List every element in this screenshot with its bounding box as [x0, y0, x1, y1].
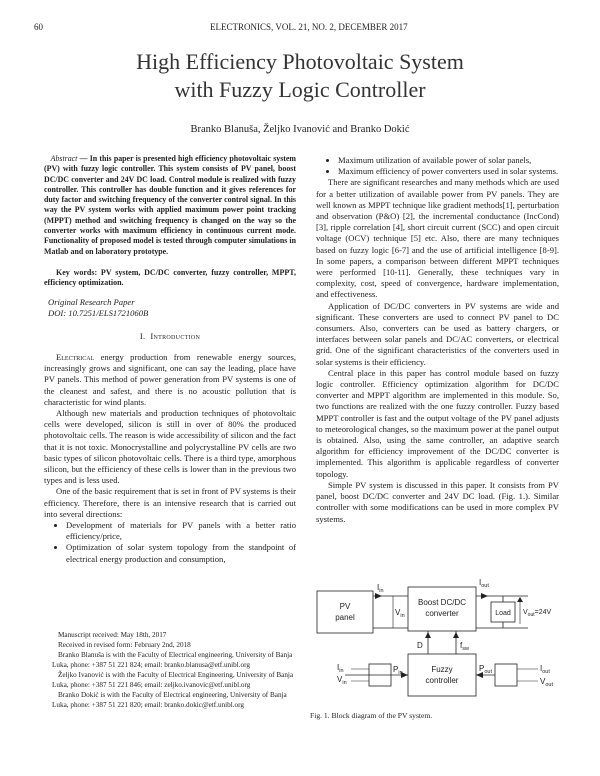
footnote: Received in revised form: February 2nd, 2018	[58, 641, 191, 649]
p-out-multiplier	[495, 664, 517, 686]
paragraph: There are significant researches and many methods which are used for a better utilization of available power from PV panels. They are well known as MPPT technique like gradient methods[1], perturbation and observation (P&O) [2], the incremental conductance (IncCond) [3], ripple correlation [4], short circuit current (SCC) and open circuit voltage (OCV) technique [5] etc. Also, there are many techniques based on fuzzy logic [6-7] and the use of artificial intelligence [8-9]. In some papers, a comparison between different MPPT techniques were performed [10-11]. Generally, these techniques vary in complexity, cost, speed of convergence, hardware implementation, and effectiveness.	[316, 177, 559, 300]
bullet-list	[44, 520, 296, 565]
block-diagram	[313, 572, 563, 704]
out-current-label: $I_{out}$	[540, 664, 550, 675]
paper-meta	[48, 297, 148, 319]
pv-panel-label-2: panel	[335, 613, 355, 622]
list-item: • Development of materials for PV panels with a better ratio efficiency/price,	[66, 520, 296, 542]
abstract-text: In this paper is presented high efficiency photovoltaic system (PV) with fuzzy logic controller. This system consists of PV panel, boost DC/DC converter and 24V DC load. Control module is realized with fuzzy controller. This controller has double function and it gives references for duty factor and switching frequency of the converter control signal. In this way the PV system works with applied maximum power point tracking (MPPT) method and switching frequency is changed on the way so the converter works with maximum efficiency in continuous current mode. Functionality of proposed model is tested through computer simulations in Matlab and on laboratory prototype.	[44, 154, 296, 256]
list-item: • Maximum utilization of available power of solar panels,	[338, 155, 559, 166]
boost-label-1: Boost DC/DC	[417, 598, 467, 607]
footnote: Željko Ivanović is with the Faculty of Electrical Engineering, University of Banja Luka, phone: +387 51 221 846; email: zeljko.ivanovic@etf.unibl.org	[52, 671, 294, 689]
paragraph: Application of DC/DC converters in PV systems are wide and significant. These converters are used to connect PV panel to DC consumers. Also, converters can be used as battery chargers, or interfaces between solar panels and DC/AC converters, or electrical grid. One of the significant characteristics of the converters used in solar systems is their efficiency.	[316, 300, 559, 367]
p-in-label: $P_{in}$	[393, 665, 403, 676]
lead-word: Electrical	[56, 352, 95, 362]
v-in-label: $V_{in}$	[395, 608, 405, 619]
footnotes	[52, 630, 296, 710]
page-number: 60	[34, 22, 43, 32]
footnote: Branko Blanuša is with the Faculty of Electrical engineering, University of Banja Luka, phone: +387 51 221 824; email: branko.blanusa@etf.unibl.org	[52, 651, 293, 669]
fuzzy-controller-block	[408, 654, 476, 696]
footnote: Branko Dokić is with the Faculty of Electrical engineering, University of Banja Luka, phone: +387 51 221 820; email: branko.dokic@etf.unibl.org	[52, 691, 287, 709]
fuzzy-label-2: controller	[425, 676, 459, 685]
paper-type: Original Research Paper	[48, 297, 135, 307]
right-column-body	[316, 155, 559, 525]
list-item: • Optimization of solar system topology from the standpoint of electrical energy production and consumption,	[66, 542, 296, 564]
abstract-label: Abstract	[50, 154, 78, 163]
in-current-label: $I_{in}$	[337, 663, 344, 674]
journal-header: ELECTRONICS, VOL. 21, NO. 2, DECEMBER 2017	[210, 22, 408, 32]
abstract-dash: —	[77, 154, 90, 163]
pv-panel-label-1: PV	[339, 602, 351, 611]
title-line-1: High Efficiency Photovoltaic System	[136, 49, 464, 74]
fuzzy-label-1: Fuzzy	[431, 665, 453, 674]
in-voltage-label: $V_{in}$	[337, 675, 347, 686]
i-in-label: $I_{in}$	[377, 583, 384, 594]
d-label: D	[417, 641, 423, 650]
i-out-label: $I_{out}$	[479, 578, 489, 589]
fsw-label: $f_{sw}$	[460, 641, 469, 652]
load-label: Load	[495, 610, 511, 617]
paragraph: Simple PV system is discussed in this paper. It consists from PV panel, boost DC/DC converter and 24V DC load. (Fig. 1.). Similar controller with some modifications can be used in more complex PV systems.	[316, 479, 559, 524]
figure-caption: Fig. 1. Block diagram of the PV system.	[310, 711, 433, 720]
v-out-label: $V_{out}=24V$	[523, 609, 552, 618]
pv-panel-block	[317, 591, 373, 633]
bullet-list	[316, 155, 559, 177]
left-column-body	[44, 352, 296, 565]
paragraph: Although new materials and production techniques of photovoltaic cells were developed, silicon is still in over of 80% the produced photovoltaic cells. The reason is wide accessibility of silicon and the fact that it is not toxic. Monocrystalline and polycrystalline PV cells are two basic types of silicon photovoltaic cells. There is a third type, amorphous silicon, but the efficiency of these cells is lower than in the previous two types and is less used.	[44, 408, 296, 486]
footnote: Manuscript received: May 18th, 2017	[58, 631, 167, 639]
boost-label-2: converter	[425, 609, 459, 618]
keywords: Key words: PV system, DC/DC converter, fuzzy controller, MPPT, efficiency optimization.	[44, 268, 296, 288]
paragraph: Central place in this paper has control module based on fuzzy logic controller. Efficiency optimization algorithm for DC/DC converter and MPPT algorithm are implemented in this module. So, two functions are realized with the one fuzzy controller. Fuzzy based MPPT controller is fast and the output voltage of the PV panel adjusts to meteorological changes, so the maximum power at the panel output is obtained. Also, using the same controller, an adaptive search algorithm for efficiency improvement of the DC/DC converter is implemented. This algorithm is applicable regardless of converter topology.	[316, 367, 559, 479]
p-out-label: $P_{out}$	[479, 664, 492, 675]
authors: Branko Blanuša, Željko Ivanović and Branko Dokić	[190, 124, 410, 135]
title-line-2: with Fuzzy Logic Controller	[174, 77, 426, 102]
section-number: I.	[139, 331, 146, 341]
abstract	[44, 154, 296, 257]
section-heading	[44, 331, 296, 341]
list-item: • Maximum efficiency of power converters used in solar systems.	[338, 166, 559, 177]
paper-title	[0, 48, 600, 104]
paragraph: Electrical energy production from renewable energy sources, increasingly grows and significant, one can say the leading, place have PV panels. This method of power generation from PV systems is one of the cleanest and safest, and there is no acoustic pollution that is characteristic for wind plants.	[44, 352, 296, 407]
paragraph: One of the basic requirement that is set in front of PV systems is their efficiency. Therefore, there is an intensive research that is carried out into several directions:	[44, 486, 296, 519]
doi: DOI: 10.7251/ELS1721060B	[48, 308, 149, 318]
section-title: Introduction	[150, 331, 201, 341]
out-voltage-label: $V_{out}$	[540, 677, 553, 688]
